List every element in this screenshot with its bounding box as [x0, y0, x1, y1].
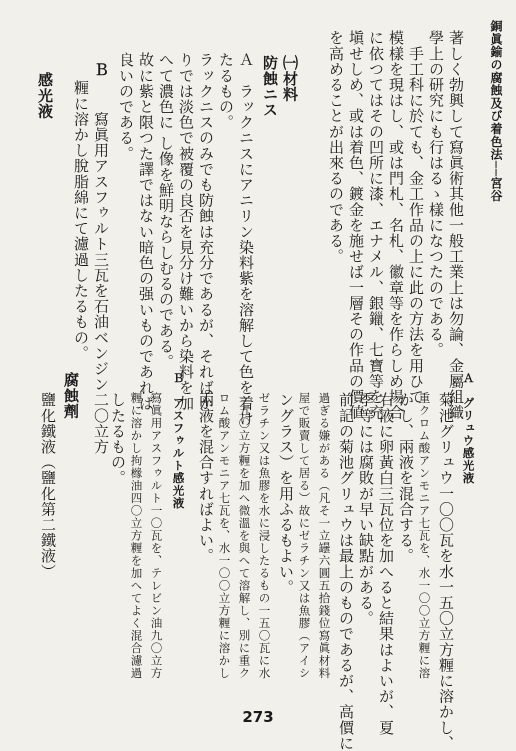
subsection-heading: 腐蝕劑 — [62, 372, 80, 419]
body-line: を高めることが出來るのである。 — [327, 30, 345, 264]
body-line: 寫眞用アスフゥルト三瓦を石油ベンジン二〇立方 — [92, 80, 110, 455]
body-line: りでは淡色で被覆の良否を見分け難いから染料を加 — [177, 52, 195, 411]
body-line: 鹽化鐵液（鹽化第二鐵液） — [39, 392, 57, 580]
body-line: 菊池グリュウ一〇〇瓦を水一五〇立方糎に溶かし、 — [437, 392, 455, 751]
body-line: 糎に溶かし脫脂綿にて濾過したるもの。 — [72, 80, 90, 361]
body-line: ラックニスのみでも防蝕は充分であるが、そればか — [197, 52, 215, 411]
body-line: 學上の研究にも行はるゝ樣になつたのである。 — [427, 30, 445, 358]
body-line: に依つてはその凹所に漆、エナメル、銀鑞、七寶等を充 — [367, 30, 385, 420]
body-line: Ａ ラックニスにアニリン染料紫を溶解して色を着け — [237, 52, 255, 427]
body-line: 前記の菊池グリュウは最上のものであるが、高價に — [337, 392, 355, 751]
body-line: 寫眞用アスフゥルト一〇瓦を、テレビン油九〇立方 — [149, 392, 164, 680]
body-line: 故に紫と限つた譯ではない暗色の强いものであれば — [137, 52, 155, 411]
item-heading: Ｂ アスフゥルト感光液 — [171, 372, 186, 510]
body-line: 重クロム酸アンモニア七瓦を、水一〇〇立方糎に溶 — [417, 392, 432, 680]
body-line: 著しく勃興して寫眞術其他一般工業上は勿論、金屬組織 — [447, 30, 465, 420]
body-line: ロム酸アンモニア七瓦を、水一〇〇立方糎に溶かし — [217, 392, 232, 680]
body-line: ングラス）を用ふるもよい。 — [277, 392, 295, 595]
body-line: たるもの。 — [217, 52, 235, 130]
body-line: 屋で販賣して居る）故にゼラチン又は魚膠（アイシ — [297, 392, 312, 680]
body-line: 模樣を現はし、或は門札、名札、徽章等を作らしめ場合 — [387, 30, 405, 420]
subsection-heading: 防蝕ニス — [261, 55, 279, 118]
subsection-heading: 感光液 — [36, 72, 54, 119]
body-line: 兩液を混合すればよい。 — [197, 392, 215, 564]
body-line: ゼラチン又は魚膠を水に浸したるもの一五〇瓦に水 — [257, 392, 272, 680]
body-line: かし、兩液を混合する。 — [397, 392, 415, 564]
body-line: 糎に溶かし拘橼油四〇立方糎を加へてよく混合濾過 — [129, 392, 144, 680]
body-line: 一五〇立方糎を加へ微溫を與へて溶解し、別に重ク — [237, 392, 252, 680]
body-line: 過ぎる嫌がある（凡そ一立罎六圓五拾錢位寫眞材料 — [317, 392, 332, 680]
body-line: 良いのである。 — [117, 52, 135, 162]
body-line: 手工科に於ても、金工作品の上に此の方法を用ひて — [407, 30, 425, 405]
body-line: へて濃色に し像を鮮明ならしむるのである。 — [157, 52, 175, 370]
body-line: 右液に卵黃白三瓦位を加へると結果はよいが、夏 — [377, 392, 395, 736]
section-heading: ㈠材料 — [281, 55, 299, 102]
running-head: 銅眞鍮の腐蝕及び着色法──宮谷 — [489, 20, 503, 203]
item-heading: Ａ グリュウ感光液 — [461, 372, 476, 485]
body-line: 塡せしめ、或は着色、鍍金を施せば一層その作品の價値 — [347, 30, 365, 420]
item-label: Ｂ — [92, 62, 110, 78]
body-line: 季等には腐敗が早い缺點がある。 — [357, 392, 375, 626]
page-number: 273 — [242, 708, 274, 726]
body-line: したるもの。 — [109, 392, 127, 486]
